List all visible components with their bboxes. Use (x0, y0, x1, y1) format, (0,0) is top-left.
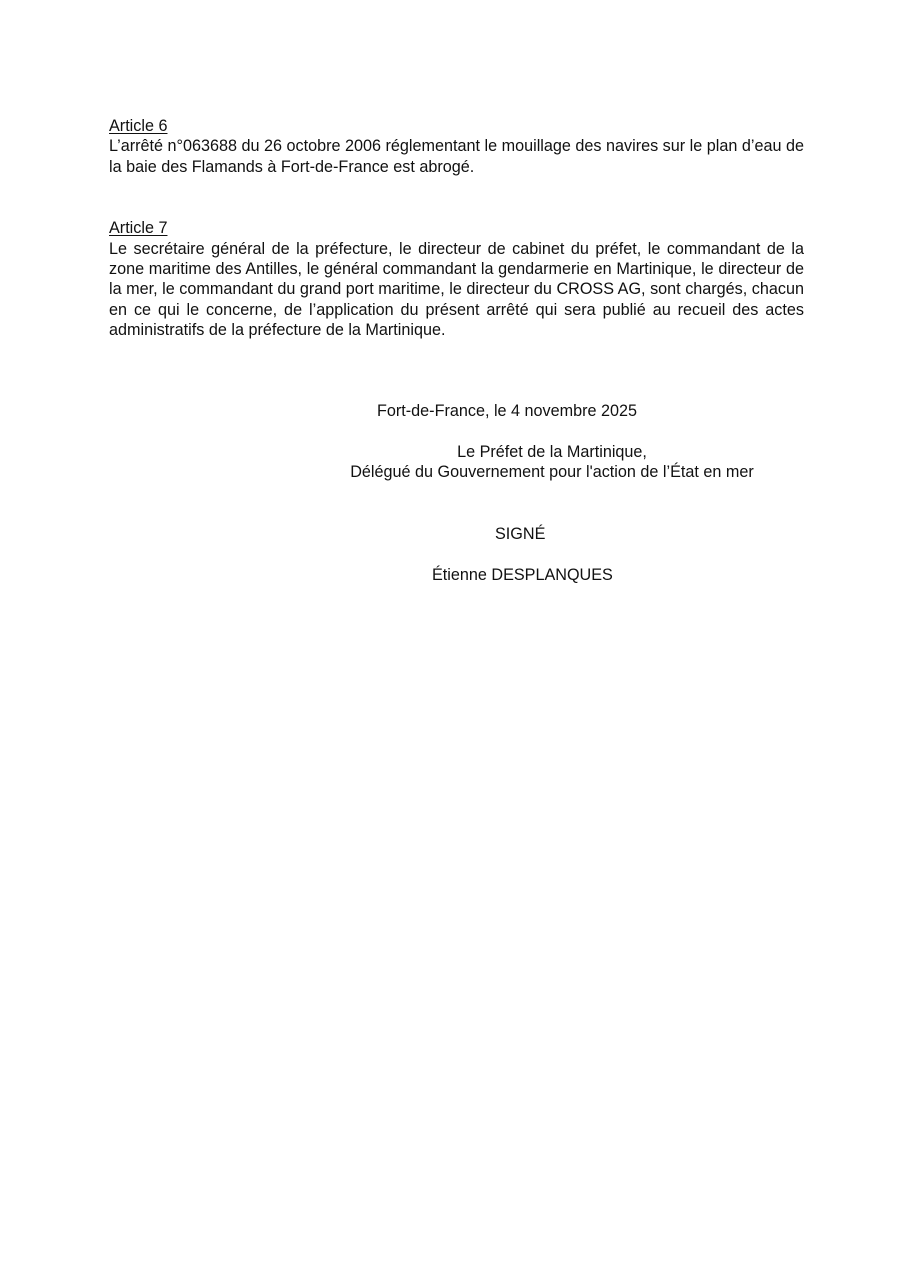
signatory-name: Étienne DESPLANQUES (432, 566, 613, 584)
signatory-title-line-2: Délégué du Gouvernement pour l'action de l’État en mer (350, 463, 754, 482)
article-7-body: Le secrétaire général de la préfecture, le directeur de cabinet du préfet, le commandant de la zone maritime des Antilles, le général commandant la gendarmerie en Martinique, le directeur de la mer, le commandant du grand port maritime, le directeur du CROSS AG, sont chargés, chacun en ce qui le concerne, de l’application du présent arrêté qui sera publié au recueil des actes administratifs de la préfecture de la Martinique. (109, 239, 804, 340)
signatory-title (323, 442, 781, 483)
signatory-title-line-1: Le Préfet de la Martinique, (457, 443, 647, 461)
signed-mention: SIGNÉ (495, 525, 546, 543)
place-and-date: Fort-de-France, le 4 novembre 2025 (377, 402, 638, 420)
document-body (109, 116, 804, 341)
article-6 (109, 116, 804, 177)
article-7-title: Article 7 (109, 219, 168, 238)
article-7 (109, 218, 804, 340)
article-6-body: L’arrêté n°063688 du 26 octobre 2006 réglementant le mouillage des navires sur le plan d’eau de la baie des Flamands à Fort-de-France est abrogé. (109, 137, 804, 176)
article-6-title: Article 6 (109, 117, 168, 135)
